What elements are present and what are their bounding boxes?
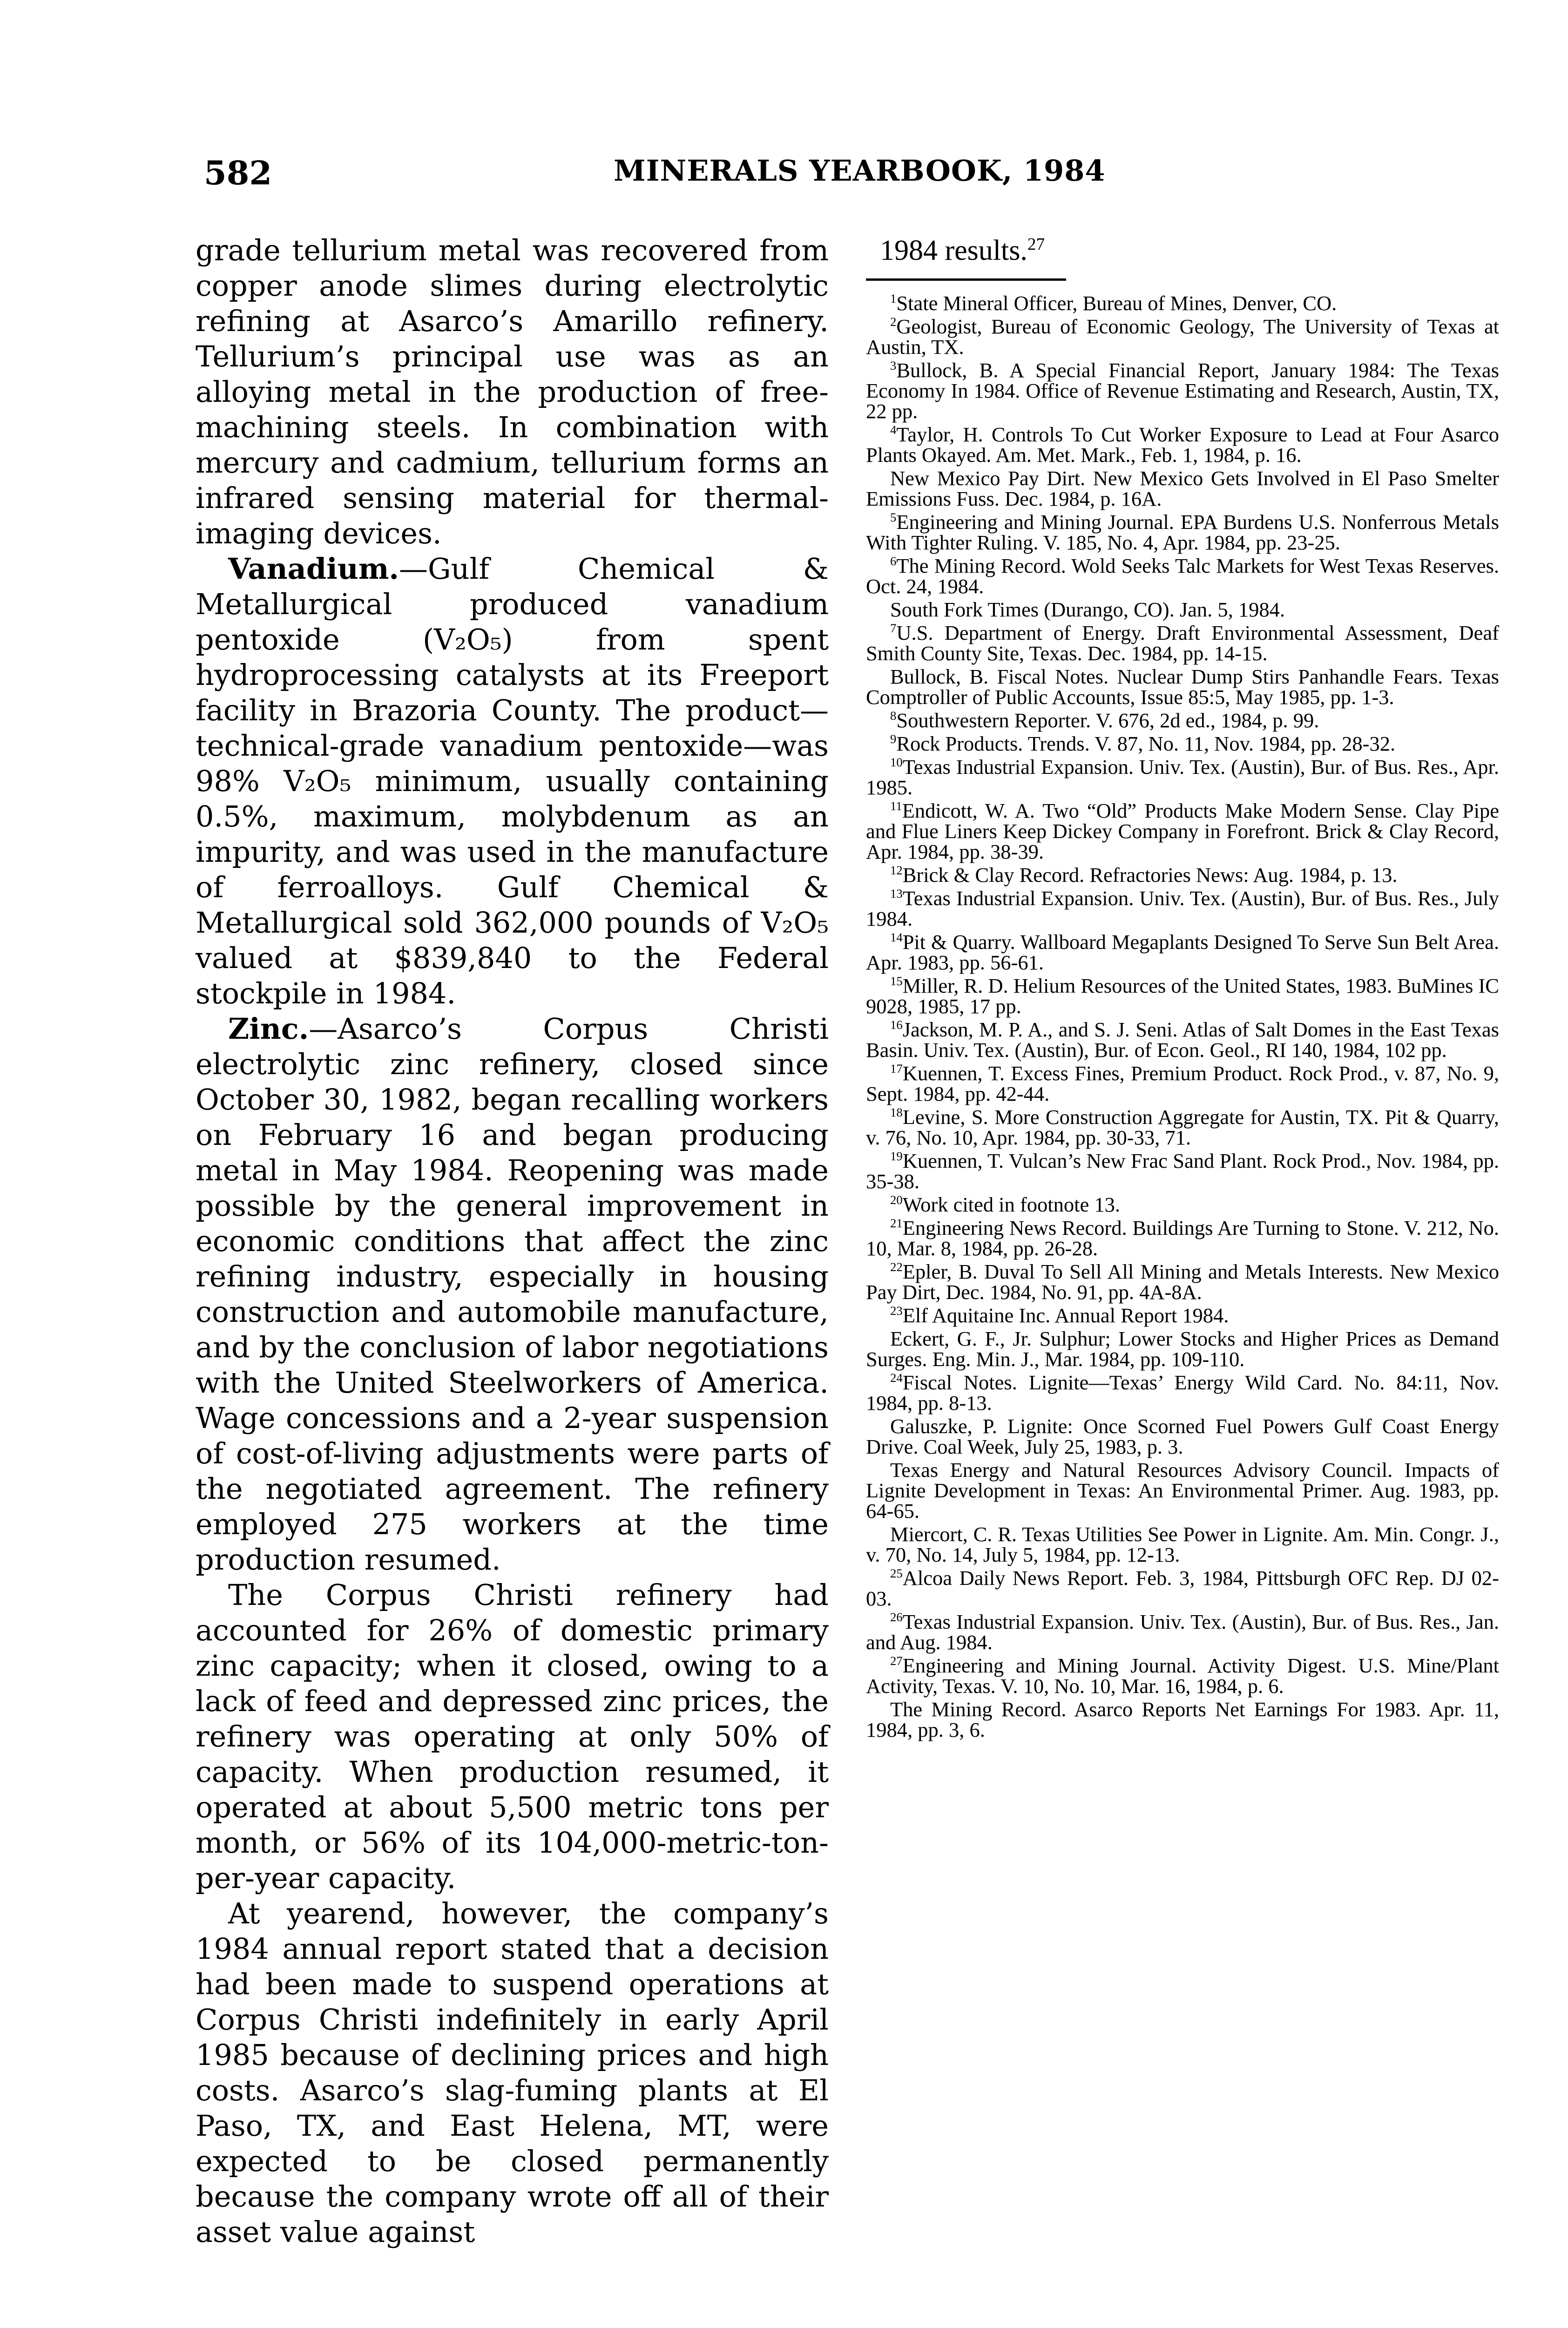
footnote-text: Miercort, C. R. Texas Utilities See Power in Lignite. Am. Min. Congr. J., v. 70, No. 14, July 5, 1984, pp. 12-13. [866,1523,1499,1566]
footnote [866,1107,1499,1148]
running-head: MINERALS YEARBOOK, 1984 [614,154,1106,188]
footnote [866,1063,1499,1104]
footnote-number: 18 [890,1105,903,1120]
footnote-text: Alcoa Daily News Report. Feb. 3, 1984, Pittsburgh OFC Rep. DJ 02-03. [866,1566,1499,1610]
footnote [866,888,1499,929]
footnote [866,1305,1499,1326]
footnote-text: Eckert, G. F., Jr. Sulphur; Lower Stocks and Higher Prices as Demand Surges. Eng. Min. J., Mar. 1984, pp. 109-110. [866,1327,1499,1371]
footnote-text: Jackson, M. P. A., and S. J. Seni. Atlas of Salt Domes in the East Texas Basin. Univ. Tex. (Austin), Bur. of Econ. Geol., RI 140, 1984, 102 pp. [866,1018,1499,1062]
footnote-number: 11 [890,799,902,813]
right-column [866,233,1499,1743]
zinc-text: —Asarco’s Corpus Christi electrolytic zinc refinery, closed since October 30, 1982, began recalling workers on February 16 and began producing metal in May 1984. Reopening was made possible by the general improvement in economic conditions that affect the zinc refining industry, especially in housing construction and automobile manufacture, and by the conclusion of labor negotiations with the United Steelworkers of America. Wage concessions and a 2-year suspension of cost-of-living adjustments were parts of the negotiated agreement. The refinery employed 275 workers at the time production resumed. [196,1012,829,1577]
footnote-number: 10 [890,755,903,770]
footnote-text: The Mining Record. Asarco Reports Net Earnings For 1983. Apr. 11, 1984, pp. 3, 6. [866,1698,1499,1741]
footnote-text: Fiscal Notes. Lignite—Texas’ Energy Wild Card. No. 84:11, Nov. 1984, pp. 8-13. [866,1371,1499,1414]
footnote-number: 21 [890,1216,903,1231]
footnote-number: 6 [890,554,897,568]
footnote-text: Work cited in footnote 13. [902,1193,1120,1216]
footnote-text: Taylor, H. Controls To Cut Worker Exposure to Lead at Four Asarco Plants Okayed. Am. Met. Mark., Feb. 1, 1984, p. 16. [866,423,1499,467]
footnote-number: 17 [890,1062,903,1076]
footnote [866,733,1499,754]
footnotes-list [866,293,1499,1740]
footnote-text: New Mexico Pay Dirt. New Mexico Gets Involved in El Paso Smelter Emissions Fuss. Dec. 1984, p. 16A. [866,467,1499,510]
footnote [866,424,1499,465]
footnote [866,316,1499,357]
footnote-number: 5 [890,510,897,525]
footnote [866,512,1499,553]
paragraph-yearend: At yearend, however, the company’s 1984 annual report stated that a decision had been made to suspend operations at Corpus Christi indefinitely in early April 1985 because of declining prices and high costs. Asarco’s slag-fuming plants at El Paso, TX, and East Helena, MT, were expected to be closed permanently because the company wrote off all of their asset value against [196,1896,829,2249]
footnote-text: Engineering News Record. Buildings Are Turning to Stone. V. 212, No. 10, Mar. 8, 1984, pp. 26-28. [866,1216,1499,1260]
footnote-text: Epler, B. Duval To Sell All Mining and Metals Interests. New Mexico Pay Dirt, Dec. 1984, No. 91, pp. 4A-8A. [866,1260,1499,1304]
footnote-number: 1 [890,291,897,306]
footnote [866,1218,1499,1259]
footnote-text: Southwestern Reporter. V. 676, 2d ed., 1984, p. 99. [896,709,1319,732]
footnote-text: Kuennen, T. Excess Fines, Premium Product. Rock Prod., v. 87, No. 9, Sept. 1984, pp. 42-44. [866,1062,1499,1105]
footnote-number: 22 [890,1260,903,1274]
footnote [866,293,1499,313]
footnote [866,932,1499,973]
footnote [866,757,1499,798]
footnote-number: 27 [890,1654,903,1668]
footnote-text: Pit & Quarry. Wallboard Megaplants Designed To Serve Sun Belt Area. Apr. 1983, pp. 56-61. [866,930,1499,974]
footnote-number: 23 [890,1304,903,1318]
footnote-text: Geologist, Bureau of Economic Geology, The University of Texas at Austin, TX. [866,315,1499,359]
footnote [866,975,1499,1016]
vanadium-text: —Gulf Chemical & Metallurgical produced vanadium pentoxide (V₂O₅) from spent hydroprocessing catalysts at its Freeport facility in Brazoria County. The product—technical-grade vanadium pentoxide—was 98% V₂O₅ minimum, usually containing 0.5%, maximum, molybdenum as an impurity, and was used in the manufacture of ferroalloys. Gulf Chemical & Metallurgical sold 362,000 pounds of V₂O₅ valued at $839,840 to the Federal stockpile in 1984. [196,552,829,1010]
footnote [866,800,1499,862]
footnote-number: 3 [890,359,897,373]
footnote-number: 19 [890,1149,903,1164]
footnote-text: Kuennen, T. Vulcan’s New Frac Sand Plant. Rock Prod., Nov. 1984, pp. 35-38. [866,1149,1499,1193]
footnote-text: Endicott, W. A. Two “Old” Products Make Modern Sense. Clay Pipe and Flue Liners Keep Dickey Company in Forefront. Brick & Clay Record, Apr. 1984, pp. 38-39. [866,799,1499,863]
footnote-number: 9 [890,732,897,746]
footnote-number: 26 [890,1610,903,1624]
footnote-text: Texas Energy and Natural Resources Advisory Council. Impacts of Lignite Development in Texas: An Environmental Primer. Aug. 1983, pp. 64-65. [866,1458,1499,1523]
footnote [866,865,1499,885]
footnote [866,1416,1499,1457]
footnote-number: 25 [890,1566,903,1581]
footnote-number: 15 [890,974,903,988]
footnote [866,1019,1499,1060]
footnote-number: 7 [890,621,897,636]
footnote [866,1699,1499,1740]
paragraph-zinc [196,1011,829,1577]
footnote [866,710,1499,731]
footnote-text: Levine, S. More Construction Aggregate for Austin, TX. Pit & Quarry, v. 76, No. 10, Apr. 1984, pp. 30-33, 71. [866,1105,1499,1149]
footnote-number: 24 [890,1371,903,1385]
footnote [866,1611,1499,1652]
footnote-text: Miller, R. D. Helium Resources of the United States, 1983. BuMines IC 9028, 1985, 17 pp. [866,974,1499,1018]
footnote [866,1655,1499,1696]
footnote-text: State Mineral Officer, Bureau of Mines, Denver, CO. [896,291,1337,315]
footnote-number: 13 [890,887,903,901]
footnote-number: 14 [890,930,903,945]
footnote [866,1150,1499,1191]
footnote-text: Texas Industrial Expansion. Univ. Tex. (Austin), Bur. of Bus. Res., Apr. 1985. [866,755,1499,799]
footnote-text: Bullock, B. Fiscal Notes. Nuclear Dump Stirs Panhandle Fears. Texas Comptroller of Public Accounts, Issue 85:5, May 1985, pp. 1-3. [866,665,1499,709]
paragraph-vanadium [196,551,829,1011]
footnote [866,360,1499,421]
footnote [866,555,1499,596]
footnote-text: Elf Aquitaine Inc. Annual Report 1984. [902,1304,1229,1327]
footnote-text: Rock Products. Trends. V. 87, No. 11, Nov. 1984, pp. 28-32. [896,732,1396,755]
footnote [866,1460,1499,1521]
footnote-text: U.S. Department of Energy. Draft Environmental Assessment, Deaf Smith County Site, Texas. Dec. 1984, pp. 14-15. [866,621,1499,665]
footnote [866,1261,1499,1302]
footnote [866,1194,1499,1215]
footnote-text: Brick & Clay Record. Refractories News: Aug. 1984, p. 13. [902,863,1398,887]
footnote-text: Engineering and Mining Journal. Activity Digest. U.S. Mine/Plant Activity, Texas. V. 10, No. 10, Mar. 16, 1984, p. 6. [866,1654,1499,1698]
footnote-number: 2 [890,315,897,329]
footnote [866,1524,1499,1565]
footnote-text: The Mining Record. Wold Seeks Talc Markets for West Texas Reserves. Oct. 24, 1984. [866,554,1499,598]
footnote-text: Texas Industrial Expansion. Univ. Tex. (Austin), Bur. of Bus. Res., Jan. and Aug. 1984. [866,1610,1499,1654]
footnote [866,666,1499,707]
footnote [866,623,1499,663]
paragraph-tellurium: grade tellurium metal was recovered from copper anode slimes during electrolytic refining at Asarco’s Amarillo refinery. Tellurium’s principal use was as an alloying metal in the production of free-machining steels. In combination with mercury and cadmium, tellurium forms an infrared sensing material for thermal-imaging devices. [196,233,829,550]
footnote-number: 16 [890,1018,903,1032]
continuation-text: 1984 results.$^{27}$ [880,235,1045,266]
footnote-text: Bullock, B. A Special Financial Report, January 1984: The Texas Economy In 1984. Office of Revenue Estimating and Research, Austin, TX, 22 pp. [866,359,1499,423]
vanadium-heading: Vanadium. [228,552,399,586]
footnote [866,1372,1499,1413]
footnote-text: South Fork Times (Durango, CO). Jan. 5, 1984. [890,598,1285,621]
footnote-number: 8 [890,709,897,723]
footnote [866,468,1499,509]
footnote-rule [866,278,1066,281]
footnote [866,1568,1499,1609]
footnote-number: 20 [890,1193,903,1207]
footnote-ref: 27 [1027,235,1045,254]
page-number: 582 [204,154,272,192]
zinc-heading: Zinc. [228,1012,309,1046]
footnote-text: Engineering and Mining Journal. EPA Burdens U.S. Nonferrous Metals With Tighter Ruling. V. 185, No. 4, Apr. 1984, pp. 23-25. [866,510,1499,554]
footnote-text: Texas Industrial Expansion. Univ. Tex. (Austin), Bur. of Bus. Res., July 1984. [866,887,1499,930]
footnote-number: 12 [890,863,903,878]
paragraph-corpus-christi: The Corpus Christi refinery had accounted for 26% of domestic primary zinc capacity; when it closed, owing to a lack of feed and depressed zinc prices, the refinery was operating at only 50% of capacity. When production resumed, it operated at about 5,500 metric tons per month, or 56% of its 104,000-metric-ton-per-year capacity. [196,1578,829,1895]
footnote-number: 4 [890,423,897,437]
footnote [866,1328,1499,1369]
left-column [196,233,829,2250]
footnote-text: Galuszke, P. Lignite: Once Scorned Fuel Powers Gulf Coast Energy Drive. Coal Week, July 25, 1983, p. 3. [866,1414,1499,1458]
footnote [866,599,1499,620]
